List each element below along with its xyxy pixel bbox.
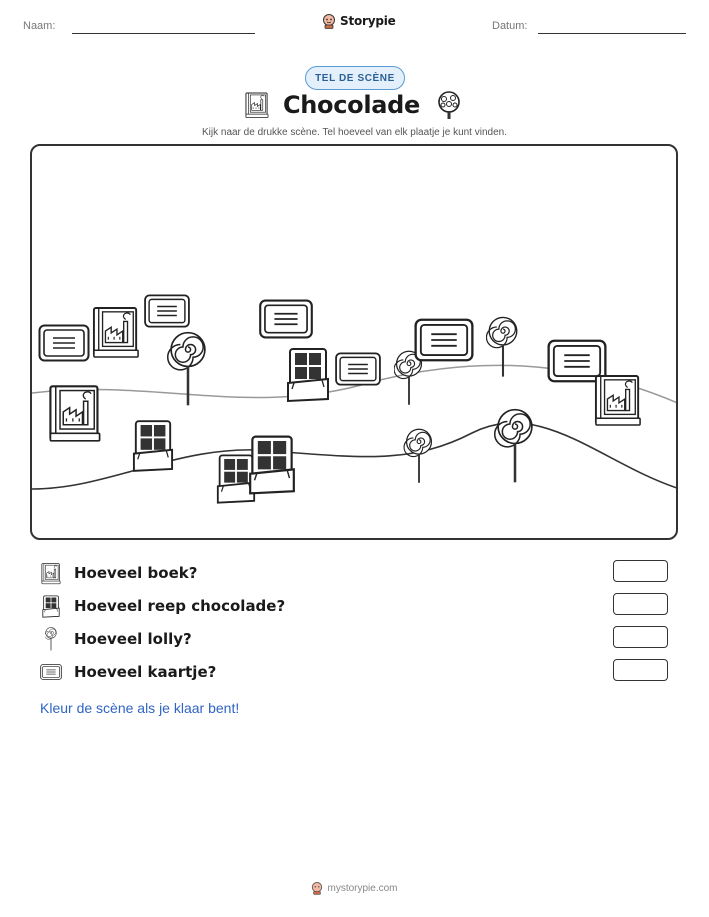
scene-lolly bbox=[166, 331, 210, 407]
chocolate-bar-icon bbox=[42, 595, 60, 618]
answer-box-lolly[interactable] bbox=[613, 626, 668, 648]
question-text: Hoeveel kaartje? bbox=[74, 663, 217, 681]
scene-lolly bbox=[490, 408, 540, 484]
title-row bbox=[0, 90, 709, 120]
activity-badge: TEL DE SCÈNE bbox=[305, 66, 405, 90]
footer bbox=[0, 881, 709, 895]
answer-box-chocolate[interactable] bbox=[613, 593, 668, 615]
question-text: Hoeveel lolly? bbox=[74, 630, 192, 648]
scene-chocolate-bar bbox=[248, 434, 296, 496]
scene-lolly bbox=[402, 428, 436, 484]
scene-card bbox=[334, 352, 382, 386]
question-row bbox=[40, 593, 285, 619]
name-label: Naam: bbox=[23, 20, 56, 32]
date-line[interactable] bbox=[538, 33, 686, 34]
page-title: Chocolade bbox=[282, 91, 421, 119]
coloring-note: Kleur de scène als je klaar bent! bbox=[40, 700, 240, 716]
scene-book bbox=[48, 382, 102, 444]
answer-box-card[interactable] bbox=[613, 659, 668, 681]
cocoa-tree-icon bbox=[434, 90, 464, 120]
brand-name: Storypie bbox=[340, 14, 396, 28]
footer-url[interactable]: mystorypie.com bbox=[327, 882, 398, 894]
question-text: Hoeveel reep chocolade? bbox=[74, 597, 286, 615]
question-row bbox=[40, 626, 192, 652]
instruction-text: Kijk naar de drukke scène. Tel hoeveel van elk plaatje je kunt vinden. bbox=[201, 127, 507, 138]
scene-chocolate-bar bbox=[132, 418, 174, 474]
storypie-mascot-icon bbox=[311, 881, 323, 895]
question-text: Hoeveel boek? bbox=[74, 564, 198, 582]
scene-card bbox=[258, 299, 314, 339]
answer-box-book[interactable] bbox=[613, 560, 668, 582]
scene-card bbox=[142, 294, 192, 328]
brand-logo bbox=[322, 13, 396, 29]
scene-chocolate-bar bbox=[286, 342, 330, 408]
scene-card bbox=[412, 318, 476, 362]
question-row bbox=[40, 659, 216, 685]
name-line[interactable] bbox=[72, 33, 255, 34]
scene-book bbox=[92, 304, 140, 360]
book-icon bbox=[245, 91, 269, 119]
book-icon bbox=[41, 562, 61, 585]
scene-card bbox=[38, 324, 90, 362]
scene-lolly bbox=[486, 316, 520, 378]
date-label: Datum: bbox=[492, 20, 528, 32]
scene-book bbox=[594, 372, 642, 428]
card-icon bbox=[40, 664, 62, 680]
lollipop-icon bbox=[45, 627, 57, 651]
storypie-mascot-icon bbox=[322, 13, 336, 29]
question-row bbox=[40, 560, 197, 586]
counting-scene[interactable] bbox=[30, 144, 678, 540]
